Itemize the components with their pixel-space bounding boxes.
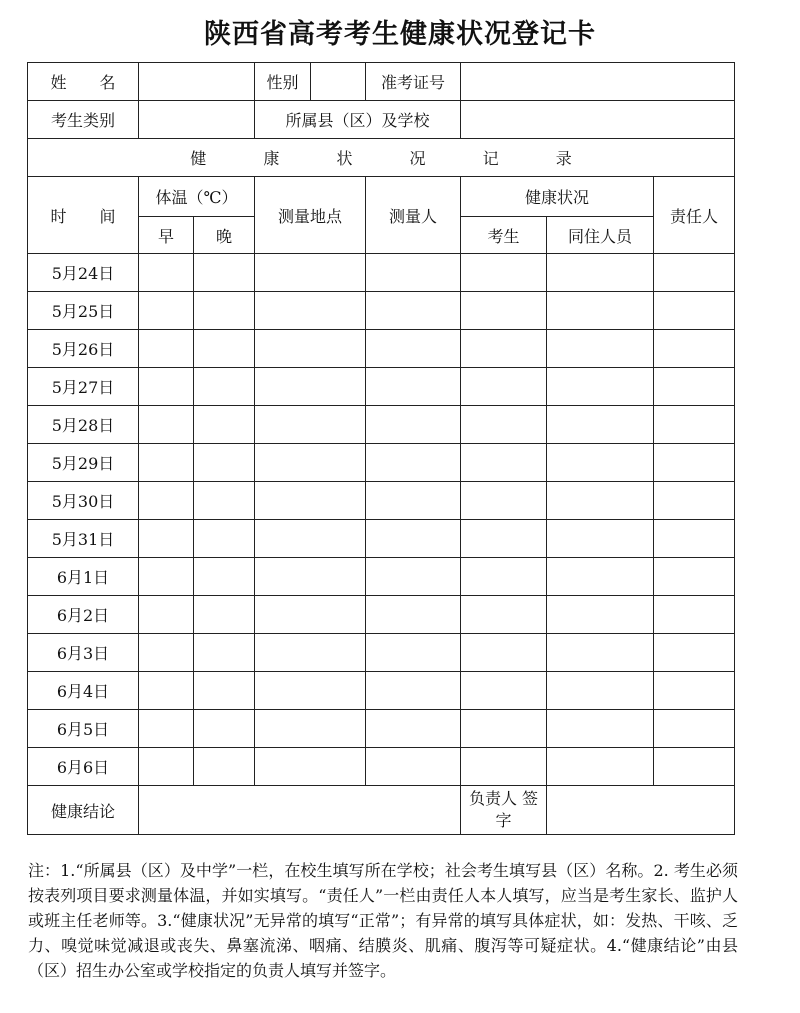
- signer-label: 负责人 签字: [461, 786, 547, 835]
- morning-temp-cell[interactable]: [139, 254, 194, 292]
- morning-temp-cell[interactable]: [139, 748, 194, 786]
- evening-temp-cell[interactable]: [194, 520, 255, 558]
- examinee-header: 考生: [461, 217, 547, 254]
- responsible-cell[interactable]: [654, 444, 735, 482]
- temperature-header: 体温（℃）: [139, 177, 255, 217]
- date-cell: 5月30日: [28, 482, 139, 520]
- examinee-status-cell[interactable]: [461, 710, 547, 748]
- measurer-cell[interactable]: [366, 482, 461, 520]
- evening-temp-cell[interactable]: [194, 482, 255, 520]
- table-row: [28, 444, 735, 482]
- cohabitant-header: 同住人员: [547, 217, 654, 254]
- morning-header: 早: [139, 217, 194, 254]
- morning-temp-cell[interactable]: [139, 444, 194, 482]
- table-row: [28, 254, 735, 292]
- location-cell[interactable]: [255, 330, 366, 368]
- morning-temp-cell[interactable]: [139, 596, 194, 634]
- responsible-cell[interactable]: [654, 558, 735, 596]
- health-registration-table: [27, 62, 735, 835]
- date-cell: 5月29日: [28, 444, 139, 482]
- examinee-status-cell[interactable]: [461, 748, 547, 786]
- responsible-cell[interactable]: [654, 520, 735, 558]
- measurer-cell[interactable]: [366, 596, 461, 634]
- health-status-header: 健康状况: [461, 177, 654, 217]
- table-row: [28, 634, 735, 672]
- responsible-cell[interactable]: [654, 596, 735, 634]
- section-title: 健 康 状 况 记 录: [28, 139, 735, 177]
- table-row: [28, 368, 735, 406]
- table-row: [28, 672, 735, 710]
- location-cell[interactable]: [255, 254, 366, 292]
- date-cell: 5月25日: [28, 292, 139, 330]
- date-cell: 5月28日: [28, 406, 139, 444]
- evening-temp-cell[interactable]: [194, 444, 255, 482]
- category-label: 考生类别: [28, 101, 139, 139]
- responsible-cell[interactable]: [654, 330, 735, 368]
- cohabitant-status-cell[interactable]: [547, 292, 654, 330]
- responsible-cell[interactable]: [654, 710, 735, 748]
- table-row: [28, 177, 735, 217]
- examinee-status-cell[interactable]: [461, 444, 547, 482]
- examinee-status-cell[interactable]: [461, 406, 547, 444]
- examinee-status-cell[interactable]: [461, 558, 547, 596]
- morning-temp-cell[interactable]: [139, 672, 194, 710]
- responsible-cell[interactable]: [654, 292, 735, 330]
- time-header: 时 间: [28, 177, 139, 254]
- cohabitant-status-cell[interactable]: [547, 482, 654, 520]
- location-cell[interactable]: [255, 710, 366, 748]
- evening-temp-cell[interactable]: [194, 634, 255, 672]
- date-cell: 6月2日: [28, 596, 139, 634]
- evening-temp-cell[interactable]: [194, 292, 255, 330]
- date-cell: 6月4日: [28, 672, 139, 710]
- name-label: 姓 名: [28, 63, 139, 101]
- cohabitant-status-cell[interactable]: [547, 368, 654, 406]
- morning-temp-cell[interactable]: [139, 406, 194, 444]
- morning-temp-cell[interactable]: [139, 368, 194, 406]
- ticket-number-label: 准考证号: [366, 63, 461, 101]
- date-cell: 5月31日: [28, 520, 139, 558]
- date-cell: 6月6日: [28, 748, 139, 786]
- category-field[interactable]: [139, 101, 255, 139]
- responsible-cell[interactable]: [654, 368, 735, 406]
- responsible-header: 责任人: [654, 177, 735, 254]
- measurer-cell[interactable]: [366, 330, 461, 368]
- evening-temp-cell[interactable]: [194, 330, 255, 368]
- measurer-cell[interactable]: [366, 444, 461, 482]
- morning-temp-cell[interactable]: [139, 558, 194, 596]
- measurer-cell[interactable]: [366, 748, 461, 786]
- measurer-cell[interactable]: [366, 254, 461, 292]
- cohabitant-status-cell[interactable]: [547, 596, 654, 634]
- date-cell: 6月1日: [28, 558, 139, 596]
- table-row: [28, 406, 735, 444]
- evening-temp-cell[interactable]: [194, 710, 255, 748]
- location-cell[interactable]: [255, 672, 366, 710]
- table-row: [28, 139, 735, 177]
- conclusion-field[interactable]: [139, 786, 461, 835]
- measurer-cell[interactable]: [366, 292, 461, 330]
- location-cell[interactable]: [255, 406, 366, 444]
- location-cell[interactable]: [255, 748, 366, 786]
- responsible-cell[interactable]: [654, 406, 735, 444]
- evening-temp-cell[interactable]: [194, 596, 255, 634]
- evening-header: 晚: [194, 217, 255, 254]
- cohabitant-status-cell[interactable]: [547, 748, 654, 786]
- examinee-status-cell[interactable]: [461, 292, 547, 330]
- location-cell[interactable]: [255, 482, 366, 520]
- responsible-cell[interactable]: [654, 748, 735, 786]
- gender-label: 性别: [255, 63, 311, 101]
- morning-temp-cell[interactable]: [139, 292, 194, 330]
- measurer-cell[interactable]: [366, 672, 461, 710]
- evening-temp-cell[interactable]: [194, 254, 255, 292]
- gender-field[interactable]: [311, 63, 366, 101]
- location-cell[interactable]: [255, 292, 366, 330]
- table-row: [28, 748, 735, 786]
- conclusion-label: 健康结论: [28, 786, 139, 835]
- county-school-label: 所属县（区）及学校: [255, 101, 461, 139]
- morning-temp-cell[interactable]: [139, 710, 194, 748]
- location-cell[interactable]: [255, 596, 366, 634]
- measurer-cell[interactable]: [366, 634, 461, 672]
- date-cell: 5月24日: [28, 254, 139, 292]
- page-title: 陕西省高考考生健康状况登记卡: [204, 19, 596, 50]
- table-row: [28, 786, 735, 835]
- examinee-status-cell[interactable]: [461, 482, 547, 520]
- date-cell: 6月5日: [28, 710, 139, 748]
- date-cell: 5月27日: [28, 368, 139, 406]
- table-row: [28, 710, 735, 748]
- examinee-status-cell[interactable]: [461, 330, 547, 368]
- notes: 注：1.“所属县（区）及中学”一栏，在校生填写所在学校；社会考生填写县（区）名称。2. 考生必须按表列项目要求测量体温，并如实填写。“责任人”一栏由责任人本人填写，应当是考生家长、监护人或班主任老师等。3.“健康状况”无异常的填写“正常”；有异常的填写具体症状，如：发热、干咳、乏力、嗅觉味觉减退或丧失、鼻塞流涕、咽痛、结膜炎、肌痛、腹泻等可疑症状。4.“健康结论”由县（区）招生办公室或学校指定的负责人填写并签字。: [28, 861, 738, 980]
- cohabitant-status-cell[interactable]: [547, 672, 654, 710]
- table-row: [28, 596, 735, 634]
- cohabitant-status-cell[interactable]: [547, 558, 654, 596]
- signature-field[interactable]: [547, 786, 735, 835]
- measurer-cell[interactable]: [366, 406, 461, 444]
- evening-temp-cell[interactable]: [194, 406, 255, 444]
- table-row: [28, 482, 735, 520]
- measurer-cell[interactable]: [366, 710, 461, 748]
- morning-temp-cell[interactable]: [139, 634, 194, 672]
- morning-temp-cell[interactable]: [139, 520, 194, 558]
- table-row: [28, 520, 735, 558]
- table-row: [28, 330, 735, 368]
- cohabitant-status-cell[interactable]: [547, 634, 654, 672]
- measurer-cell[interactable]: [366, 520, 461, 558]
- morning-temp-cell[interactable]: [139, 482, 194, 520]
- responsible-cell[interactable]: [654, 254, 735, 292]
- evening-temp-cell[interactable]: [194, 672, 255, 710]
- cohabitant-status-cell[interactable]: [547, 406, 654, 444]
- examinee-status-cell[interactable]: [461, 520, 547, 558]
- examinee-status-cell[interactable]: [461, 596, 547, 634]
- location-cell[interactable]: [255, 368, 366, 406]
- evening-temp-cell[interactable]: [194, 368, 255, 406]
- evening-temp-cell[interactable]: [194, 558, 255, 596]
- measurer-cell[interactable]: [366, 368, 461, 406]
- cohabitant-status-cell[interactable]: [547, 520, 654, 558]
- measurer-header: 测量人: [366, 177, 461, 254]
- location-header: 测量地点: [255, 177, 366, 254]
- table-row: [28, 558, 735, 596]
- date-cell: 5月26日: [28, 330, 139, 368]
- responsible-cell[interactable]: [654, 672, 735, 710]
- county-school-field[interactable]: [461, 101, 735, 139]
- location-cell[interactable]: [255, 634, 366, 672]
- morning-temp-cell[interactable]: [139, 330, 194, 368]
- evening-temp-cell[interactable]: [194, 748, 255, 786]
- responsible-cell[interactable]: [654, 482, 735, 520]
- measurer-cell[interactable]: [366, 558, 461, 596]
- examinee-status-cell[interactable]: [461, 254, 547, 292]
- location-cell[interactable]: [255, 558, 366, 596]
- location-cell[interactable]: [255, 520, 366, 558]
- table-row: [28, 63, 735, 101]
- cohabitant-status-cell[interactable]: [547, 444, 654, 482]
- cohabitant-status-cell[interactable]: [547, 330, 654, 368]
- table-row: [28, 101, 735, 139]
- date-cell: 6月3日: [28, 634, 139, 672]
- table-row: [28, 292, 735, 330]
- name-field[interactable]: [139, 63, 255, 101]
- location-cell[interactable]: [255, 444, 366, 482]
- examinee-status-cell[interactable]: [461, 672, 547, 710]
- ticket-number-field[interactable]: [461, 63, 735, 101]
- responsible-cell[interactable]: [654, 634, 735, 672]
- examinee-status-cell[interactable]: [461, 634, 547, 672]
- cohabitant-status-cell[interactable]: [547, 710, 654, 748]
- cohabitant-status-cell[interactable]: [547, 254, 654, 292]
- examinee-status-cell[interactable]: [461, 368, 547, 406]
